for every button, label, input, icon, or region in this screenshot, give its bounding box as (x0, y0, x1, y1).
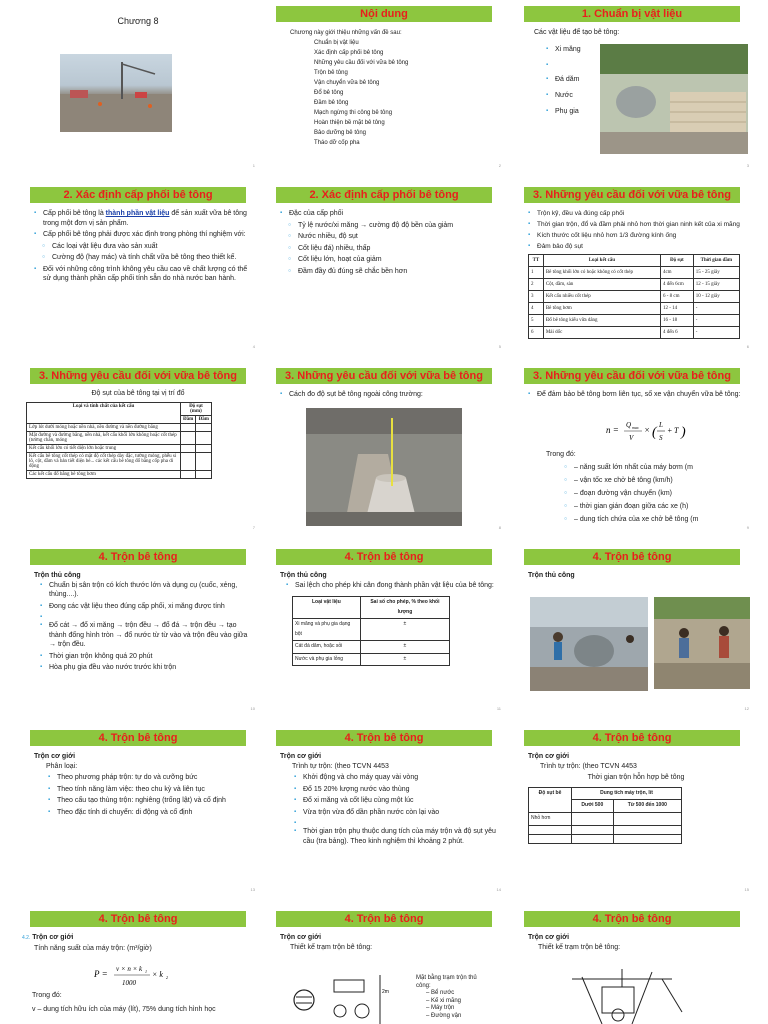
table-row: Kết cấu khối lớn có tiết diện lớn hoặc trung (27, 445, 212, 453)
bullet: ▪ Đổ cát → đổ xi măng → trộn đều → đổ đá → trộn đều → tạo thành đống hình tròn → đổ nước từ từ vào và trộn đều vào giữa → trộn đều. (40, 621, 250, 650)
sub-bullet: ○ – thời gian gián đoạn giữa các xe (h) (556, 500, 698, 513)
manual-mixing-photo-2 (654, 597, 750, 689)
table-row: Kết cấu bê tông cốt thép có mật độ cốt thép dày đặc, tường mỏng, phễu si lô, cột, dầm và bản tiết diện bé... các kết cấu bê tông đổ bằng cốp pha di động (27, 453, 212, 471)
sub-heading: Trình tự trộn: (theo TCVN 4453 (292, 762, 389, 770)
table-caption: Thời gian trộn hỗn hợp bê tông (587, 774, 685, 781)
bullet (294, 819, 496, 825)
slump-test-photo (306, 408, 462, 526)
svg-text:P =: P = (94, 969, 108, 979)
slide-title: 3. Những yêu cầu đối với vữa bê tông (30, 368, 246, 384)
svg-text:max: max (632, 425, 639, 430)
sub-bullet: ○ Các loại vật liệu đưa vào sản xuất (34, 242, 250, 252)
table-row (529, 825, 682, 834)
slide-title: 2. Xác định cấp phối bê tông (276, 187, 492, 203)
bullet: ▪ Chuẩn bị sân trộn có kích thước lớn và dụng cụ (cuốc, xẻng, thùng....). (40, 581, 250, 600)
page-number: 10 (250, 706, 255, 711)
slide-title: 4. Trộn bê tông (30, 911, 246, 927)
bullet (40, 613, 250, 619)
site-photo (60, 54, 172, 132)
slide-title: 4. Trộn bê tông (30, 549, 246, 565)
bullet: ▪ Sai lệch cho phép khi cân đong thành phần vật liệu của bê tông: (286, 581, 496, 591)
bullet: ▪ Vừa trộn vừa đổ dần phần nước còn lại vào (294, 808, 496, 818)
bullet: ▪ Cấp phối bê tông là thành phần vật liệu để sản xuất vữa bê tông trong một đơn vị sản phẩm. (34, 209, 250, 228)
toc-item: Vận chuyển vữa bê tông (314, 80, 380, 86)
bullet: ▪ Theo tính năng làm việc: theo chu kỳ và liên tục (48, 785, 250, 795)
toc-item: Bảo dưỡng bê tông (314, 130, 366, 136)
toc-item: Đầm bê tông (314, 100, 349, 106)
svg-text:1000: 1000 (122, 979, 136, 987)
svg-text:S: S (659, 434, 663, 442)
sub-bullet: ○ Cốt liệu đá) nhiều, thấp (280, 244, 496, 254)
slide-title: 4. Trộn bê tông (524, 549, 740, 565)
table-row: 2 Cột, dầm, sàn 4 đến 6cm 12 - 15 giây (529, 279, 740, 291)
sub-bullet: ○ Cường độ (hay mác) và tính chất vữa bê tông theo thiết kế. (34, 253, 250, 263)
section-heading: 4.2. Trộn cơ giới (22, 934, 74, 941)
sub-heading: Thiết kế trạm trộn bê tông: (538, 943, 621, 951)
bullet: ▪ Kích thước cốt liệu nhỏ hơn 1/3 đường kính ống (528, 231, 744, 240)
bullet: ▪ Đặc của cấp phối (280, 209, 496, 219)
bullet: ▪ Để đảm bảo bê tông bơm liên tục, số xe vận chuyển vữa bê tông: (528, 390, 744, 400)
bullet: ▪ Cấp phối bê tông phải được xác định trong phòng thí nghiệm với: (34, 230, 250, 240)
slide-title: 4. Trộn bê tông (524, 911, 740, 927)
slide-16 (18, 905, 258, 1024)
table-header: Thời gian đầm (693, 255, 739, 267)
table-row: Xi măng và phụ gia dạng bột ± (293, 619, 450, 641)
page-number: 13 (250, 887, 255, 892)
bullet: ▪ Đổ xi măng và cốt liệu cùng một lúc (294, 796, 496, 806)
section-heading: Trộn cơ giới (528, 753, 570, 760)
material-item: ▪ Xi măng (546, 44, 744, 55)
slide-7 (18, 362, 258, 532)
bullet: ▪ Theo cấu tạo thùng trộn: nghiêng (trống lật) và cố định (48, 796, 250, 806)
slide-18 (512, 905, 752, 1024)
table-row: Mặt đường và đường băng, nền nhà, kết cấu khối lớn không hoặc cốt thép (tường chắn, móng (27, 432, 212, 445)
table-caption: Độ sụt của bê tông tại vị trí đổ (91, 390, 185, 397)
page-number: 4 (252, 344, 255, 349)
slide-title: Nội dung (276, 6, 492, 22)
slide-3 (512, 0, 752, 170)
page-number: 9 (746, 525, 749, 530)
table-row: 4 Bê tông bơm 12 - 14 - (529, 303, 740, 315)
sub-bullet: ○ – vận tốc xe chở bê tông (km/h) (556, 474, 698, 487)
productivity-formula (94, 961, 184, 993)
slide-title: 4. Trộn bê tông (276, 730, 492, 746)
legend-item: – Kế xi măng (426, 997, 462, 1004)
slide-13 (18, 724, 258, 894)
sub-bullet: ○ Tỷ lệ nước/xi măng → cường độ độ bền của giảm (280, 221, 496, 231)
variable-desc: v – dung tích hữu ích của máy (lít), 75% dung tích hình học (32, 1006, 216, 1013)
section-heading: Trộn thủ công (34, 572, 81, 579)
svg-text:(: ( (652, 425, 657, 440)
slump-position-table: Loại và tính chất của kết cấu Độ sụt (mm) Đầm Đầm Lớp lót dưới móng hoặc nền nhà, nền đường và nền đường băng Mặt đường và đường băng, nền nhà, kết cấu khối lớn không hoặc cốt thép (tường chắn, móng Kết cấu khối lớn có tiết diện lớn hoặc trung Kết cấu bê tông cốt thép có mật độ cốt thép dày đặc, tường mỏng, phễu si lô, cột, dầm và bản tiết diện bé... các kết cấu bê tông đổ bằng cốp pha di động Các kết cấu đổ bằng bê tông bơm (26, 402, 212, 479)
table-row: 1 Bê tông khối lớn có hoặc không có cốt thép 4cm 15 - 25 giây (529, 267, 740, 279)
bullet: ▪ Đảm bảo độ sụt (528, 242, 744, 251)
sub-heading: Trình tự trộn: (theo TCVN 4453 (540, 762, 637, 770)
slide-title: 1. Chuẩn bị vật liệu (524, 6, 740, 22)
bullet: ▪ Hòa phụ gia đều vào nước trước khi trộn (40, 663, 250, 673)
slide-9 (512, 362, 752, 532)
section-heading: Trộn thủ công (528, 572, 575, 579)
legend-item: – Bể nước (426, 990, 455, 996)
table-header: TT (529, 255, 544, 267)
bullet: ▪ Đối với những công trình không yêu cầu cao về chất lượng có thể sử dụng thành phần cấp phối tính sẵn do nhà nước ban hành. (34, 265, 250, 284)
section-heading: Trộn cơ giới (280, 753, 322, 760)
slide-5 (264, 181, 504, 351)
table-row: Các kết cấu đổ bằng bê tông bơm (27, 471, 212, 479)
sub-heading: Phân loại: (46, 762, 78, 770)
slide-title: 4. Trộn bê tông (30, 730, 246, 746)
slide-14 (264, 724, 504, 894)
pump-formula (606, 416, 696, 448)
chapter-title: Chương 8 (117, 16, 159, 26)
table-row: Nước và phụ gia lỏng ± (293, 653, 450, 666)
toc-item: Trộn bê tông (314, 70, 348, 76)
where-label: Trong đó: (546, 451, 576, 458)
slide-title: 3. Những yêu cầu đối với vữa bê tông (524, 187, 740, 203)
mix-time-table: Độ sụt bê Dung tích máy trộn, lít Dưới 500 Từ 500 đến 1000 Nhỏ hơn (528, 787, 682, 844)
bullet: ▪ Theo phương pháp trộn: tự do và cưỡng bức (48, 773, 250, 783)
page-number: 12 (744, 706, 749, 711)
toc (290, 28, 408, 148)
toc-item: Hoàn thiện bề mặt bê tông (314, 120, 385, 126)
table-header: Loại kết cấu (543, 255, 660, 267)
slide-title: 3. Những yêu cầu đối với vữa bê tông (524, 368, 740, 384)
legend-item: – Máy trộn (426, 1005, 455, 1011)
bullet: ▪ Thời gian trộn không quá 20 phút (40, 652, 250, 662)
page-number: 7 (252, 525, 255, 530)
table-row (529, 834, 682, 843)
slide-6 (512, 181, 752, 351)
sub-bullet: ○ Đầm đầy đủ đúng sẽ chắc bền hơn (280, 267, 496, 277)
table-row: 6 Mái dốc 4 đến 6 - (529, 327, 740, 339)
slide-title: 4. Trộn bê tông (524, 730, 740, 746)
bullet: ▪ Khởi động và cho máy quay vài vòng (294, 773, 496, 783)
sub-bullet: ○ – đoạn đường vận chuyển (km) (556, 487, 698, 500)
page-number: 15 (744, 887, 749, 892)
table-row: Nhỏ hơn (529, 812, 682, 825)
sub-bullet: ○ – năng suất lớn nhất của máy bơm (m (556, 461, 698, 474)
station-plan-diagram (284, 975, 404, 1024)
slide-1 (18, 0, 258, 170)
svg-text:Q: Q (626, 421, 632, 429)
svg-text:2m: 2m (382, 989, 389, 995)
page-number: 2 (498, 163, 501, 168)
page-number: 1 (252, 163, 255, 168)
slide-12 (512, 543, 752, 713)
page-number: 3 (746, 163, 749, 168)
sub-heading: Tính năng suất của máy trộn: (m³/giờ) (34, 944, 152, 952)
bullet: ▪ Thời gian trộn, đổ và đầm phải nhỏ hơn thời gian ninh kết của xi măng (528, 220, 744, 229)
slide-intro: Các vật liệu để tạo bê tông: (534, 29, 620, 36)
material-item: ▪ Phụ gia (546, 106, 744, 117)
table-row: 3 Kết cấu nhiều cốt thép 6 - 8 cm 10 - 12 giây (529, 291, 740, 303)
toc-item: Những yêu cầu đối với vữa bê tông (314, 60, 409, 66)
toc-item: Tháo dỡ cốp pha (314, 140, 360, 146)
bullet: ▪ Đong các vật liệu theo đúng cấp phối, xi măng được tính (40, 602, 250, 612)
section-heading: Trộn thủ công (280, 572, 327, 579)
material-item: ▪ Đá dăm (546, 74, 744, 85)
toc-intro: Chương này giới thiệu những vấn đề sau: (290, 30, 402, 36)
slump-table (528, 254, 740, 339)
tolerance-table: Loại vật liệu Sai số cho phép, % theo khối lượng Xi măng và phụ gia dạng bột ± Cát đá dăm, hoặc sỏi ± Nước và phụ gia lỏng ± (292, 596, 450, 666)
sub-bullet: ○ Nước nhiều, độ sụt (280, 232, 496, 242)
where-label: Trong đó: (32, 992, 62, 999)
slide-10 (18, 543, 258, 713)
slide-title: 2. Xác định cấp phối bê tông (30, 187, 246, 203)
toc-item: Đổ bê tông (314, 90, 344, 96)
page-number: 5 (498, 344, 501, 349)
bullet: ▪ Cách đo độ sụt bê tông ngoài công trường: (280, 390, 496, 400)
svg-text:2: 2 (166, 975, 168, 980)
svg-text:V: V (629, 434, 634, 442)
sub-heading: Thiết kế trạm trộn bê tông: (290, 943, 373, 951)
section-heading: Trộn cơ giới (280, 934, 322, 941)
svg-text:T: T (674, 426, 679, 435)
table-row: 5 Đổ bê tông kiểu vữa dâng 16 - 18 - (529, 315, 740, 327)
bullet: ▪ Theo đặc tính di chuyển: di động và cố định (48, 808, 250, 818)
toc-item: Mạch ngừng thi công bê tông (314, 110, 393, 116)
page-number: 14 (496, 887, 501, 892)
slide-title: 4. Trộn bê tông (276, 549, 492, 565)
slide-17 (264, 905, 504, 1024)
toc-item: Chuẩn bị vật liệu (314, 40, 359, 46)
table-row: Cát đá dăm, hoặc sỏi ± (293, 641, 450, 654)
sub-bullet: ○ – dung tích chứa của xe chở bê tông (m (556, 513, 698, 526)
slide-4 (18, 181, 258, 351)
slide-title: 3. Những yêu cầu đối với vữa bê tông (276, 368, 492, 384)
section-heading: Trộn cơ giới (528, 934, 570, 941)
slide-title: 4. Trộn bê tông (276, 911, 492, 927)
svg-text:1: 1 (145, 969, 147, 974)
sub-bullet: ○ Cốt liệu lớn, hoạt của giảm (280, 255, 496, 265)
svg-text:L: L (659, 421, 663, 429)
slide-8 (264, 362, 504, 532)
bullet: ▪ Thời gian trộn phụ thuộc dung tích của máy trộn và độ sụt yêu cầu (tra bảng). Theo kinh nghiệm thì khoảng 2 phút. (294, 827, 496, 846)
table-row: Lớp lót dưới móng hoặc nền nhà, nền đường và nền đường băng (27, 424, 212, 432)
legend-item: – Đường vận (426, 1012, 462, 1019)
page-number: 11 (496, 706, 501, 711)
slide-11 (264, 543, 504, 713)
bullet: ▪ Đổ 15 20% lượng nước vào thùng (294, 785, 496, 795)
manual-mixing-photo-1 (530, 597, 648, 691)
material-item: ▪ Nước (546, 90, 744, 101)
svg-text:+: + (667, 426, 673, 435)
svg-text:): ) (681, 425, 686, 440)
toc-item: Xác định cấp phối bê tông (314, 50, 384, 56)
legend-title: Mặt bằng trạm trộn thủ công: (416, 975, 477, 989)
table-header: Độ sụt (660, 255, 693, 267)
slide-15 (512, 724, 752, 894)
section-heading: Trộn cơ giới (34, 753, 76, 760)
page-number: 6 (746, 344, 749, 349)
svg-text:× k: × k (152, 970, 163, 979)
station-elevation-diagram (562, 967, 692, 1024)
page-number: 8 (498, 525, 501, 530)
slide-2 (264, 0, 504, 170)
svg-text:n =: n = (606, 425, 619, 435)
svg-text:×: × (644, 425, 651, 435)
bullet: ▪ Trộn kỹ, đều và đúng cấp phối (528, 209, 744, 218)
svg-text:v × n × k: v × n × k (116, 965, 143, 973)
materials-photo (600, 44, 748, 154)
